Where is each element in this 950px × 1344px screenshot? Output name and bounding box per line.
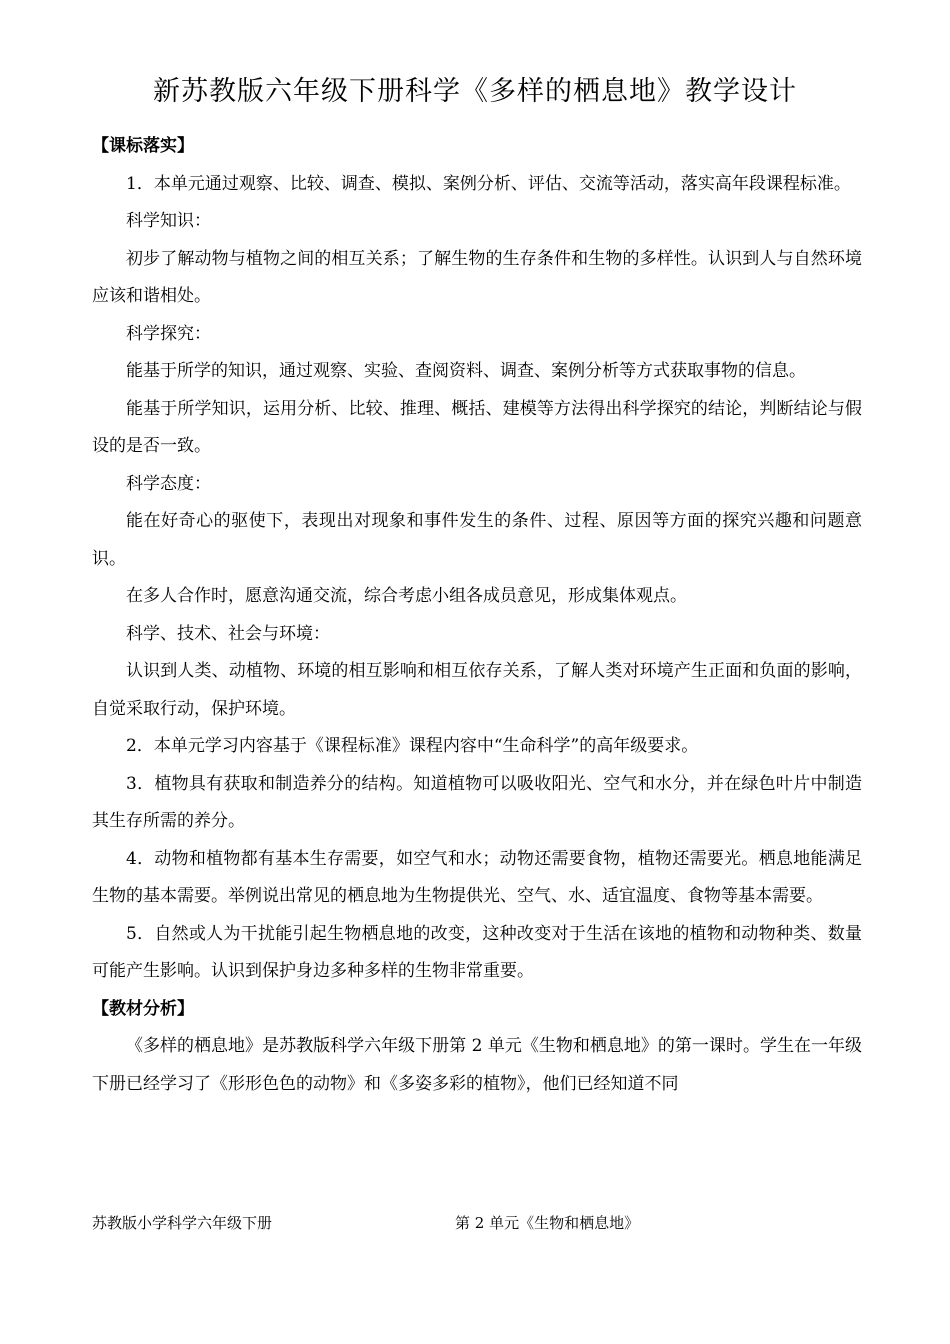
subheading-stse: 科学、技术、社会与环境：	[126, 623, 330, 644]
paragraph: 1．本单元通过观察、比较、调查、模拟、案例分析、评估、交流等活动，落实高年段课程标准。	[126, 173, 851, 194]
subheading-knowledge: 科学知识：	[126, 211, 211, 231]
paragraph: 能基于所学知识，运用分析、比较、推理、概括、建模等方法得出科学探究的结论，判断结论与假设的是否一致。	[92, 398, 862, 456]
paragraph: 初步了解动物与植物之间的相互关系；了解生物的生存条件和生物的多样性。认识到人与自然环境应该和谐相处。	[92, 248, 862, 306]
document-body	[92, 128, 862, 1103]
section-heading-standards: 【课标落实】	[92, 136, 194, 156]
paragraph: 认识到人类、动植物、环境的相互影响和相互依存关系，了解人类对环境产生正面和负面的影响，自觉采取行动，保护环境。	[92, 661, 862, 719]
footer-right: 第 2 单元《生物和栖息地》	[455, 1214, 640, 1232]
subheading-attitude: 科学态度：	[126, 473, 211, 494]
paragraph: 2．本单元学习内容基于《课程标准》课程内容中“生命科学”的高年级要求。	[126, 736, 699, 756]
paragraph: 《多样的栖息地》是苏教版科学六年级下册第 2 单元《生物和栖息地》的第一课时。学生在一年级下册已经学习了《形形色色的动物》和《多姿多彩的植物》，他们已经知道不同	[92, 1036, 862, 1094]
document-title: 新苏教版六年级下册科学《多样的栖息地》教学设计	[153, 76, 797, 107]
subheading-inquiry: 科学探究：	[126, 323, 211, 344]
paragraph: 4．动物和植物都有基本生存需要，如空气和水；动物还需要食物，植物还需要光。栖息地能满足生物的基本需要。举例说出常见的栖息地为生物提供光、空气、水、适宜温度、食物等基本需要。	[92, 848, 862, 906]
section-heading-analysis: 【教材分析】	[92, 998, 194, 1019]
footer-left: 苏教版小学科学六年级下册	[92, 1214, 273, 1232]
paragraph: 5．自然或人为干扰能引起生物栖息地的改变，这种改变对于生活在该地的植物和动物种类、数量可能产生影响。认识到保护身边多种多样的生物非常重要。	[92, 923, 862, 981]
paragraph: 能基于所学的知识，通过观察、实验、查阅资料、调查、案例分析等方式获取事物的信息。	[126, 361, 806, 381]
paragraph: 能在好奇心的驱使下，表现出对现象和事件发生的条件、过程、原因等方面的探究兴趣和问题意识。	[92, 511, 862, 569]
paragraph: 在多人合作时，愿意沟通交流，综合考虑小组各成员意见，形成集体观点。	[126, 586, 687, 606]
paragraph: 3．植物具有获取和制造养分的结构。知道植物可以吸收阳光、空气和水分，并在绿色叶片中制造其生存所需的养分。	[92, 773, 862, 831]
